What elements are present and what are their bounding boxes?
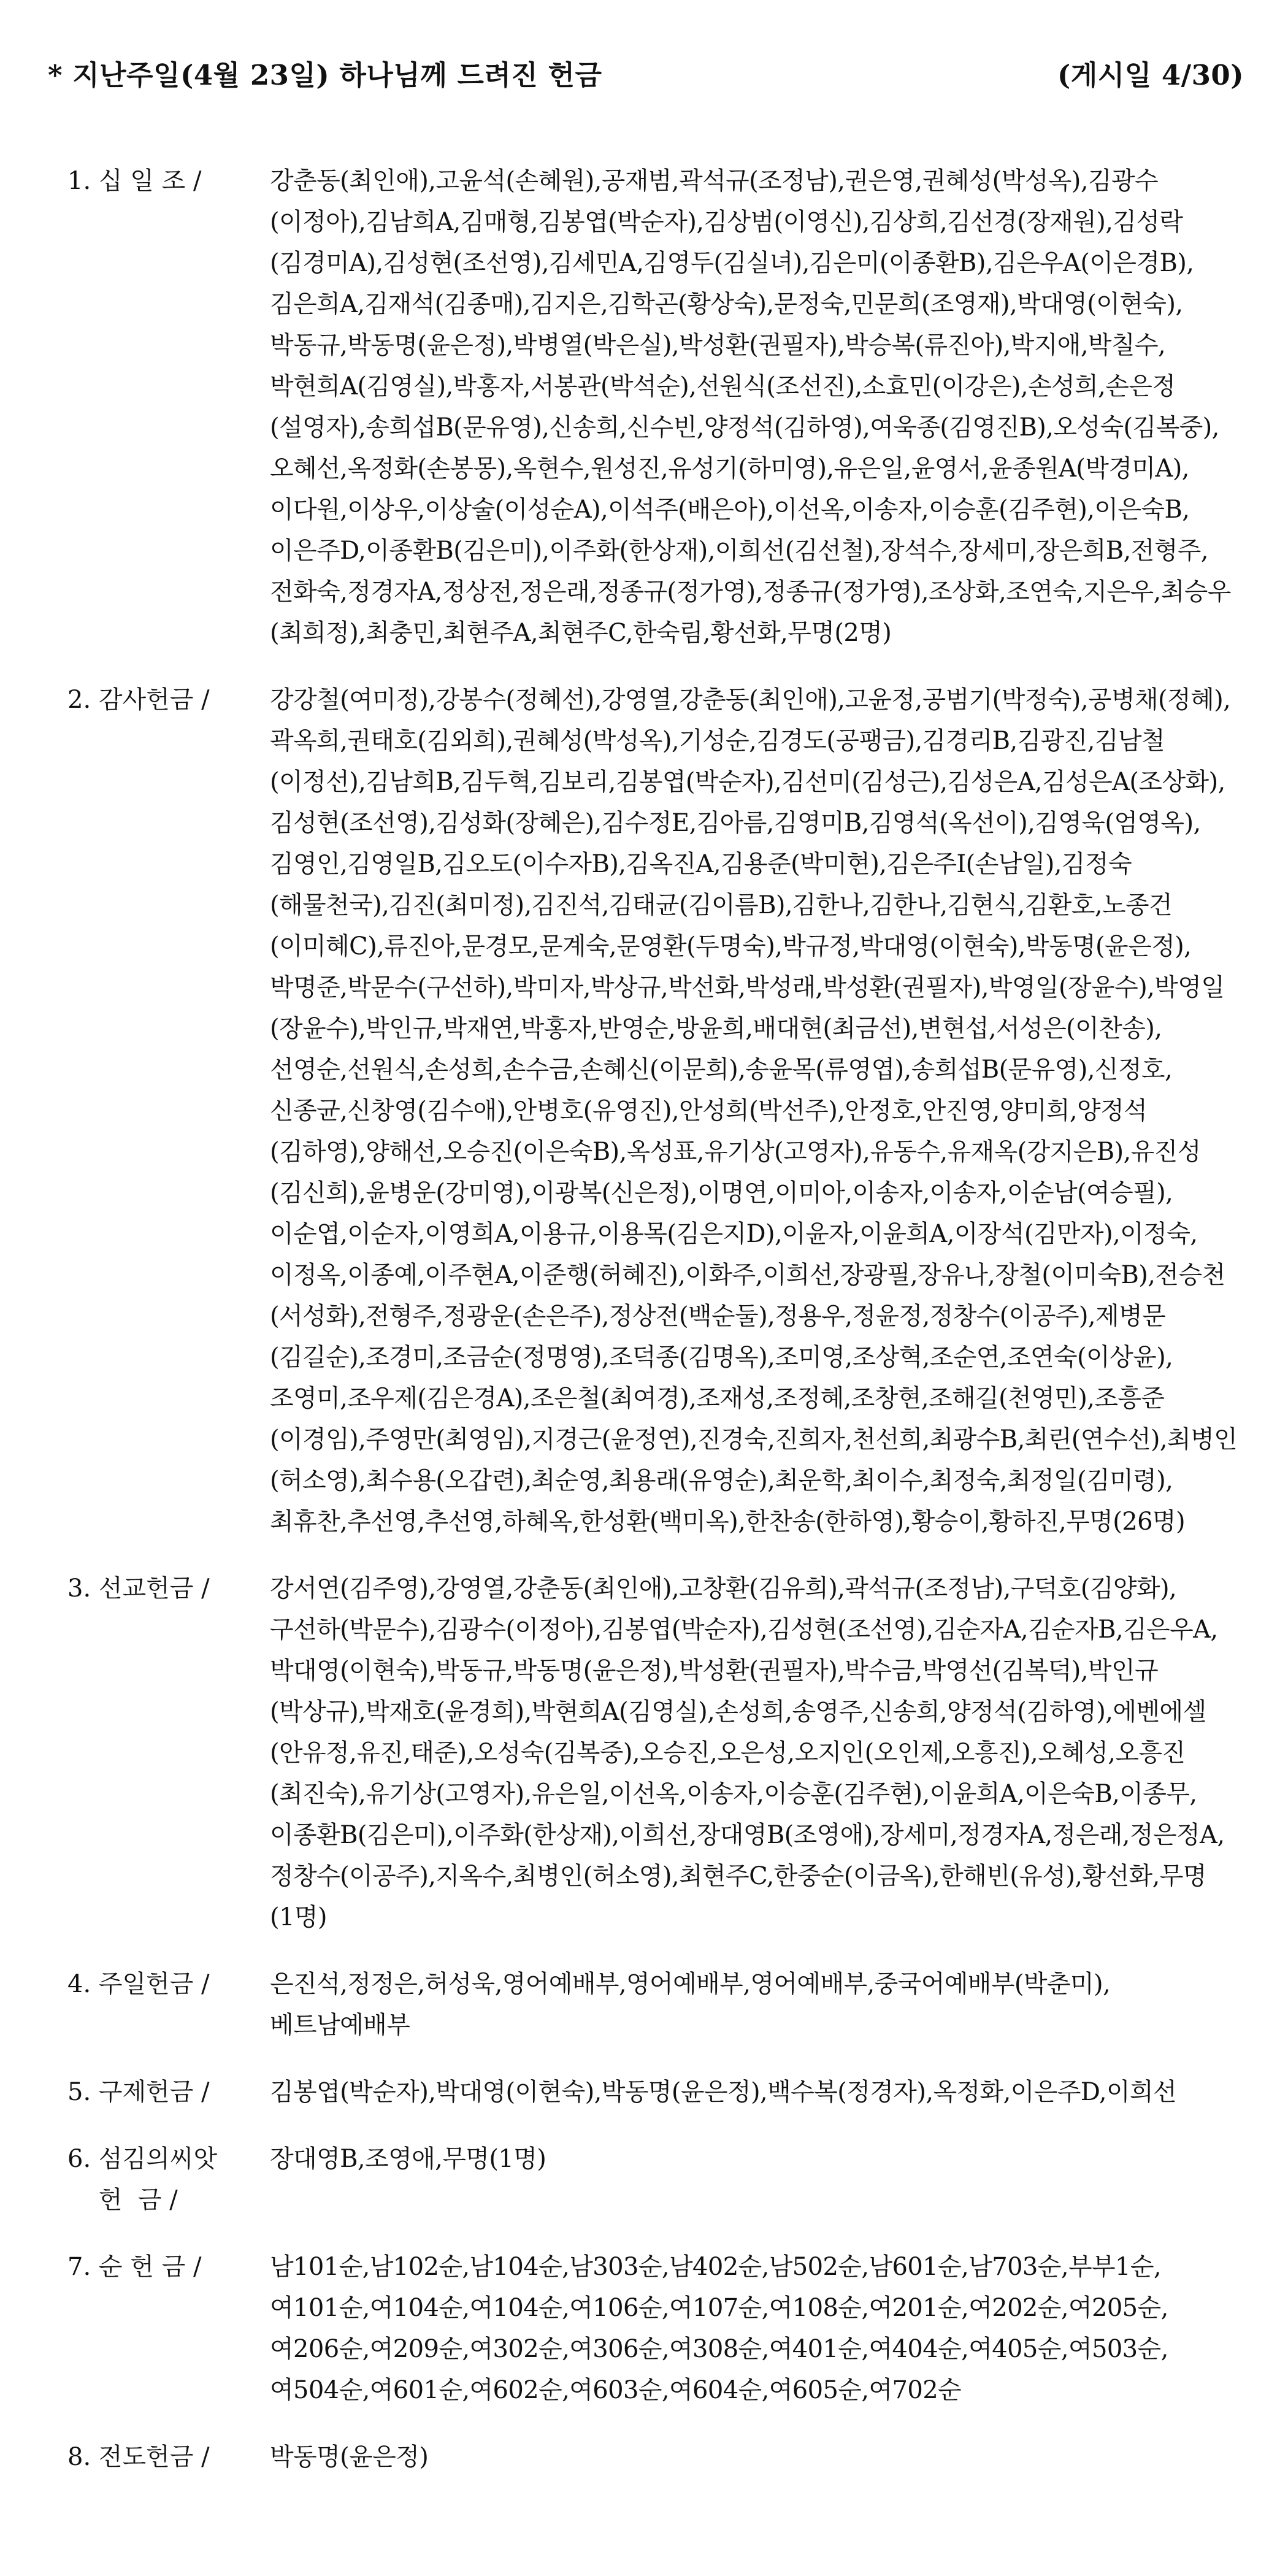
section-label: 5. 구제헌금 / [67, 2078, 210, 2106]
page-title: * 지난주일(4월 23일) 하나님께 드려진 헌금 [48, 58, 602, 91]
section-label: 3. 선교헌금 / [67, 1574, 210, 1603]
section-label: 1. 십 일 조 / [67, 167, 202, 195]
header [48, 48, 1244, 97]
section-names: 강강철(여미정),강봉수(정혜선),강영열,강춘동(최인애),고윤정,공범기(박정숙),공병채(정혜),곽옥희,권태호(김외희),권혜성(박성옥),기성순,김경도(공팽금),김경리B,김광진,김남철(이정선),김남희B,김두혁,김보리,김봉엽(박순자),김선미(김성근),김성은A,김성은A(조상화),김성현(조선영),김성화(장혜은),김수정E,김아름,김영미B,김영석(옥선이),김영욱(엄영옥),김영인,김영일B,김오도(이수자B),김옥진A,김용준(박미현),김은주I(손남일),김정숙(해물천국),김진(최미정),김진석,김태균(김이름B),김한나,김한나,김현식,김환호,노종건(이미혜C),류진아,문경모,문계숙,문영환(두명숙),박규정,박대영(이현숙),박동명(윤은정),박명준,박문수(구선하),박미자,박상규,박선화,박성래,박성환(권필자),박영일(장윤수),박영일(장윤수),박인규,박재연,박홍자,반영순,방윤희,배대현(최금선),변현섭,서성은(이찬송),선영순,선원식,손성희,손수금,손혜신(이문희),송윤목(류영엽),송희섭B(문유영),신정호,신종균,신창영(김수애),안병호(유영진),안성희(박선주),안정호,안진영,양미희,양정석(김하영),양해선,오승진(이은숙B),옥성표,유기상(고영자),유동수,유재옥(강지은B),유진성(김신희),윤병운(강미영),이광복(신은정),이명연,이미아,이송자,이송자,이순남(여승필),이순엽,이순자,이영희A,이용규,이용목(김은지D),이윤자,이윤희A,이장석(김만자),이정숙,이정옥,이종예,이주현A,이준행(허혜진),이화주,이희선,장광필,장유나,장철(이미숙B),전승천(서성화),전형주,정광운(손은주),정상전(백순둘),정용우,정윤정,정창수(이공주),제병문(김길순),조경미,조금순(정명영),조덕종(김명옥),조미영,조상혁,조순연,조연숙(이상윤),조영미,조우제(김은경A),조은철(최여경),조재성,조정혜,조창현,조해길(천영민),조흥준(이경임),주영만(최영임),지경근(윤정연),진경숙,진희자,천선희,최광수B,최린(연수선),최병인(허소영),최수용(오갑련),최순영,최용래(유영순),최운학,최이수,최정숙,최정일(김미령),최휴찬,추선영,추선영,하혜옥,한성환(백미옥),한찬송(한하영),황승이,황하진,무명(26명) [270, 686, 1238, 1536]
section-mission [67, 1568, 1245, 1938]
section-cell-group [67, 2247, 1245, 2411]
section-names: 김봉엽(박순자),박대영(이현숙),박동명(윤은정),백수복(정경자),옥정화,이은주D,이희선 [270, 2078, 1177, 2106]
section-label: 7. 순 헌 금 / [67, 2253, 202, 2281]
section-label: 2. 감사헌금 / [67, 686, 210, 714]
section-tithe [67, 161, 1245, 654]
section-thanksgiving [67, 680, 1245, 1543]
section-label: 8. 전도헌금 / [67, 2443, 210, 2471]
section-relief [67, 2072, 1245, 2113]
section-names: 강서연(김주영),강영열,강춘동(최인애),고창환(김유희),곽석규(조정남),구덕호(김양화),구선하(박문수),김광수(이정아),김봉엽(박순자),김성현(조선영),김순자A,김순자B,김은우A,박대영(이현숙),박동규,박동명(윤은정),박성환(권필자),박수금,박영선(김복덕),박인규(박상규),박재호(윤경희),박현희A(김영실),손성희,송영주,신송희,양정석(김하영),에벤에셀(안유정,유진,태준),오성숙(김복중),오승진,오은성,오지인(오인제,오흥진),오혜성,오흥진(최진숙),유기상(고영자),유은일,이선옥,이송자,이승훈(김주현),이윤희A,이은숙B,이종무,이종환B(김은미),이주화(한상재),이희선,장대영B(조영애),장세미,정경자A,정은래,정은정A,정창수(이공주),지옥수,최병인(허소영),최현주C,한중순(이금옥),한해빈(유성),황선화,무명(1명) [270, 1574, 1225, 1931]
section-names: 은진석,정정은,허성욱,영어예배부,영어예배부,영어예배부,중국어예배부(박춘미),베트남예배부 [270, 1970, 1111, 2039]
section-names: 박동명(윤은정) [270, 2443, 429, 2471]
section-names: 강춘동(최인애),고윤석(손혜원),공재범,곽석규(조정남),권은영,권혜성(박성옥),김광수(이정아),김남희A,김매형,김봉엽(박순자),김상범(이영신),김상희,김선경(장재원),김성락(김경미A),김성현(조선영),김세민A,김영두(김실녀),김은미(이종환B),김은우A(이은경B),김은희A,김재석(김종매),김지은,김학곤(황상숙),문정숙,민문희(조영재),박대영(이현숙),박동규,박동명(윤은정),박병열(박은실),박성환(권필자),박승복(류진아),박지애,박칠수,박현희A(김영실),박홍자,서봉관(박석순),선원식(조선진),소효민(이강은),손성희,손은정(설영자),송희섭B(문유영),신송희,신수빈,양정석(김하영),여욱종(김영진B),오성숙(김복중),오혜선,옥정화(손봉몽),옥현수,원성진,유성기(하미영),유은일,윤영서,윤종원A(박경미A),이다원,이상우,이상술(이성순A),이석주(배은아),이선옥,이송자,이승훈(김주현),이은숙B,이은주D,이종환B(김은미),이주화(한상재),이희선(김선철),장석수,장세미,장은희B,전형주,전화숙,정경자A,정상전,정은래,정종규(정가영),정종규(정가영),조상화,조연숙,지은우,최승우(최희정),최충민,최현주A,최현주C,한숙림,황선화,무명(2명) [270, 167, 1231, 647]
section-sunday [67, 1964, 1245, 2046]
posted-date: (게시일 4/30) [1057, 58, 1244, 91]
section-label: 4. 주일헌금 / [67, 1970, 210, 1998]
section-names: 장대영B,조영애,무명(1명) [270, 2145, 546, 2173]
section-names: 남101순,남102순,남104순,남303순,남402순,남502순,남601순,남703순,부부1순,여101순,여104순,여104순,여106순,여107순,여108순,여201순,여202순,여205순,여206순,여209순,여302순,여306순,여308순,여401순,여404순,여405순,여503순,여504순,여601순,여602순,여603순,여604순,여605순,여702순 [270, 2253, 1168, 2404]
section-label: 6. 섬김의씨앗 헌 금 / [67, 2145, 218, 2214]
section-evangelism [67, 2437, 1245, 2478]
section-service-seed [67, 2139, 1245, 2221]
offering-sections [67, 161, 1245, 2504]
